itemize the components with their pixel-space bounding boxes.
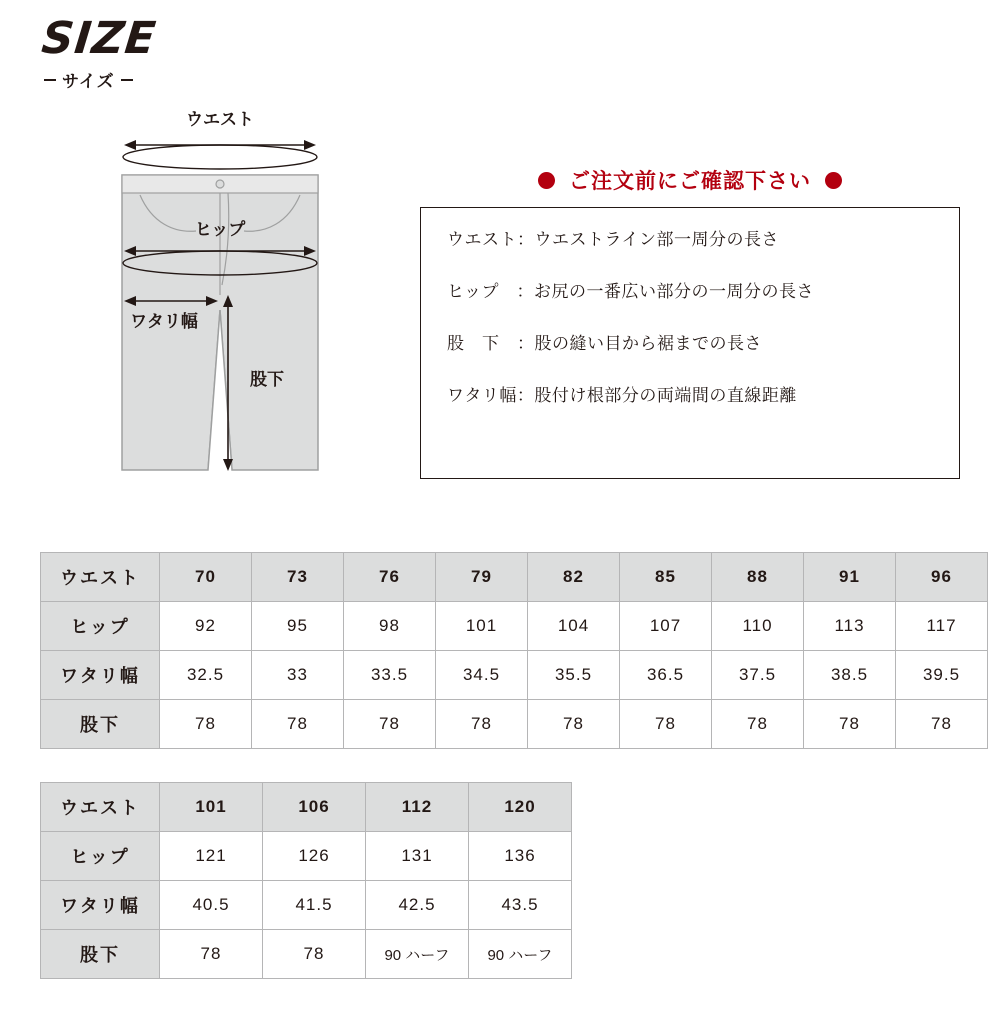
cell: 91 bbox=[804, 553, 896, 602]
label-waist: ウエスト bbox=[186, 110, 254, 129]
subtitle-rule-right bbox=[121, 79, 133, 81]
cell: 70 bbox=[160, 553, 252, 602]
cell: 37.5 bbox=[712, 651, 804, 700]
cell: 40.5 bbox=[160, 881, 263, 930]
cell: 98 bbox=[344, 602, 436, 651]
row-header-inseam: 股下 bbox=[41, 930, 160, 979]
cell: 34.5 bbox=[436, 651, 528, 700]
cell: 33.5 bbox=[344, 651, 436, 700]
notice-line-hip: ヒップ ：お尻の一番広い部分の一周分の長さ bbox=[447, 282, 814, 301]
cell: 36.5 bbox=[620, 651, 712, 700]
page-title: SIZE bbox=[39, 13, 159, 64]
notice-box bbox=[420, 207, 960, 479]
cell: 106 bbox=[263, 783, 366, 832]
cell: 82 bbox=[528, 553, 620, 602]
cell: 85 bbox=[620, 553, 712, 602]
cell: 101 bbox=[160, 783, 263, 832]
notice-line-thigh: ワタリ幅：股付け根部分の両端間の直線距離 bbox=[447, 386, 797, 405]
cell: 78 bbox=[160, 700, 252, 749]
cell: 101 bbox=[436, 602, 528, 651]
notice-block bbox=[420, 165, 960, 479]
cell: 117 bbox=[896, 602, 988, 651]
cell: 76 bbox=[344, 553, 436, 602]
cell: 42.5 bbox=[366, 881, 469, 930]
cell: 33 bbox=[252, 651, 344, 700]
row-header-waist: ウエスト bbox=[41, 553, 160, 602]
label-thigh: ワタリ幅 bbox=[130, 312, 198, 331]
size-table-extra bbox=[40, 782, 572, 979]
cell: 96 bbox=[896, 553, 988, 602]
cell: 78 bbox=[344, 700, 436, 749]
cell: 78 bbox=[804, 700, 896, 749]
row-header-thigh: ワタリ幅 bbox=[41, 651, 160, 700]
cell: 113 bbox=[804, 602, 896, 651]
cell: 78 bbox=[712, 700, 804, 749]
table-row bbox=[41, 832, 572, 881]
cell: 43.5 bbox=[469, 881, 572, 930]
table-row bbox=[41, 553, 988, 602]
cell: 41.5 bbox=[263, 881, 366, 930]
table-row bbox=[41, 602, 988, 651]
notice-line-inseam: 股 下 ：股の縫い目から裾までの長さ bbox=[447, 334, 762, 353]
cell: 88 bbox=[712, 553, 804, 602]
cell: 32.5 bbox=[160, 651, 252, 700]
cell: 131 bbox=[366, 832, 469, 881]
table-row bbox=[41, 930, 572, 979]
page-header bbox=[39, 13, 222, 94]
notice-line-waist: ウエスト：ウエストライン部一周分の長さ bbox=[447, 230, 779, 249]
cell: 136 bbox=[469, 832, 572, 881]
cell: 79 bbox=[436, 553, 528, 602]
table-row bbox=[41, 700, 988, 749]
row-header-waist: ウエスト bbox=[41, 783, 160, 832]
table-row bbox=[41, 881, 572, 930]
cell: 121 bbox=[160, 832, 263, 881]
row-header-hip: ヒップ bbox=[41, 832, 160, 881]
cell: 38.5 bbox=[804, 651, 896, 700]
label-hip: ヒップ bbox=[194, 220, 246, 239]
cell: 39.5 bbox=[896, 651, 988, 700]
label-inseam: 股下 bbox=[250, 370, 284, 389]
row-header-thigh: ワタリ幅 bbox=[41, 881, 160, 930]
page-subtitle: サイズ bbox=[62, 72, 115, 91]
cell: 104 bbox=[528, 602, 620, 651]
cell: 78 bbox=[528, 700, 620, 749]
notice-heading bbox=[420, 165, 960, 195]
cell: 78 bbox=[160, 930, 263, 979]
pants-measurement-diagram bbox=[100, 105, 380, 495]
cell: 126 bbox=[263, 832, 366, 881]
cell: 120 bbox=[469, 783, 572, 832]
cell: 78 bbox=[620, 700, 712, 749]
bullet-dot-left-icon bbox=[538, 172, 555, 189]
cell: 90 ハーフ bbox=[469, 930, 572, 979]
cell: 95 bbox=[252, 602, 344, 651]
cell: 107 bbox=[620, 602, 712, 651]
cell: 90 ハーフ bbox=[366, 930, 469, 979]
size-table-main bbox=[40, 552, 988, 749]
subtitle-rule-left bbox=[44, 79, 56, 81]
row-header-hip: ヒップ bbox=[41, 602, 160, 651]
cell: 92 bbox=[160, 602, 252, 651]
cell: 78 bbox=[896, 700, 988, 749]
cell: 110 bbox=[712, 602, 804, 651]
row-header-inseam: 股下 bbox=[41, 700, 160, 749]
cell: 78 bbox=[436, 700, 528, 749]
notice-heading-text: ご注文前にご確認下さい bbox=[569, 170, 811, 193]
cell: 112 bbox=[366, 783, 469, 832]
bullet-dot-right-icon bbox=[825, 172, 842, 189]
cell: 78 bbox=[252, 700, 344, 749]
cell: 73 bbox=[252, 553, 344, 602]
table-row bbox=[41, 651, 988, 700]
cell: 78 bbox=[263, 930, 366, 979]
page-subtitle-wrap bbox=[44, 67, 184, 92]
cell: 35.5 bbox=[528, 651, 620, 700]
table-row bbox=[41, 783, 572, 832]
